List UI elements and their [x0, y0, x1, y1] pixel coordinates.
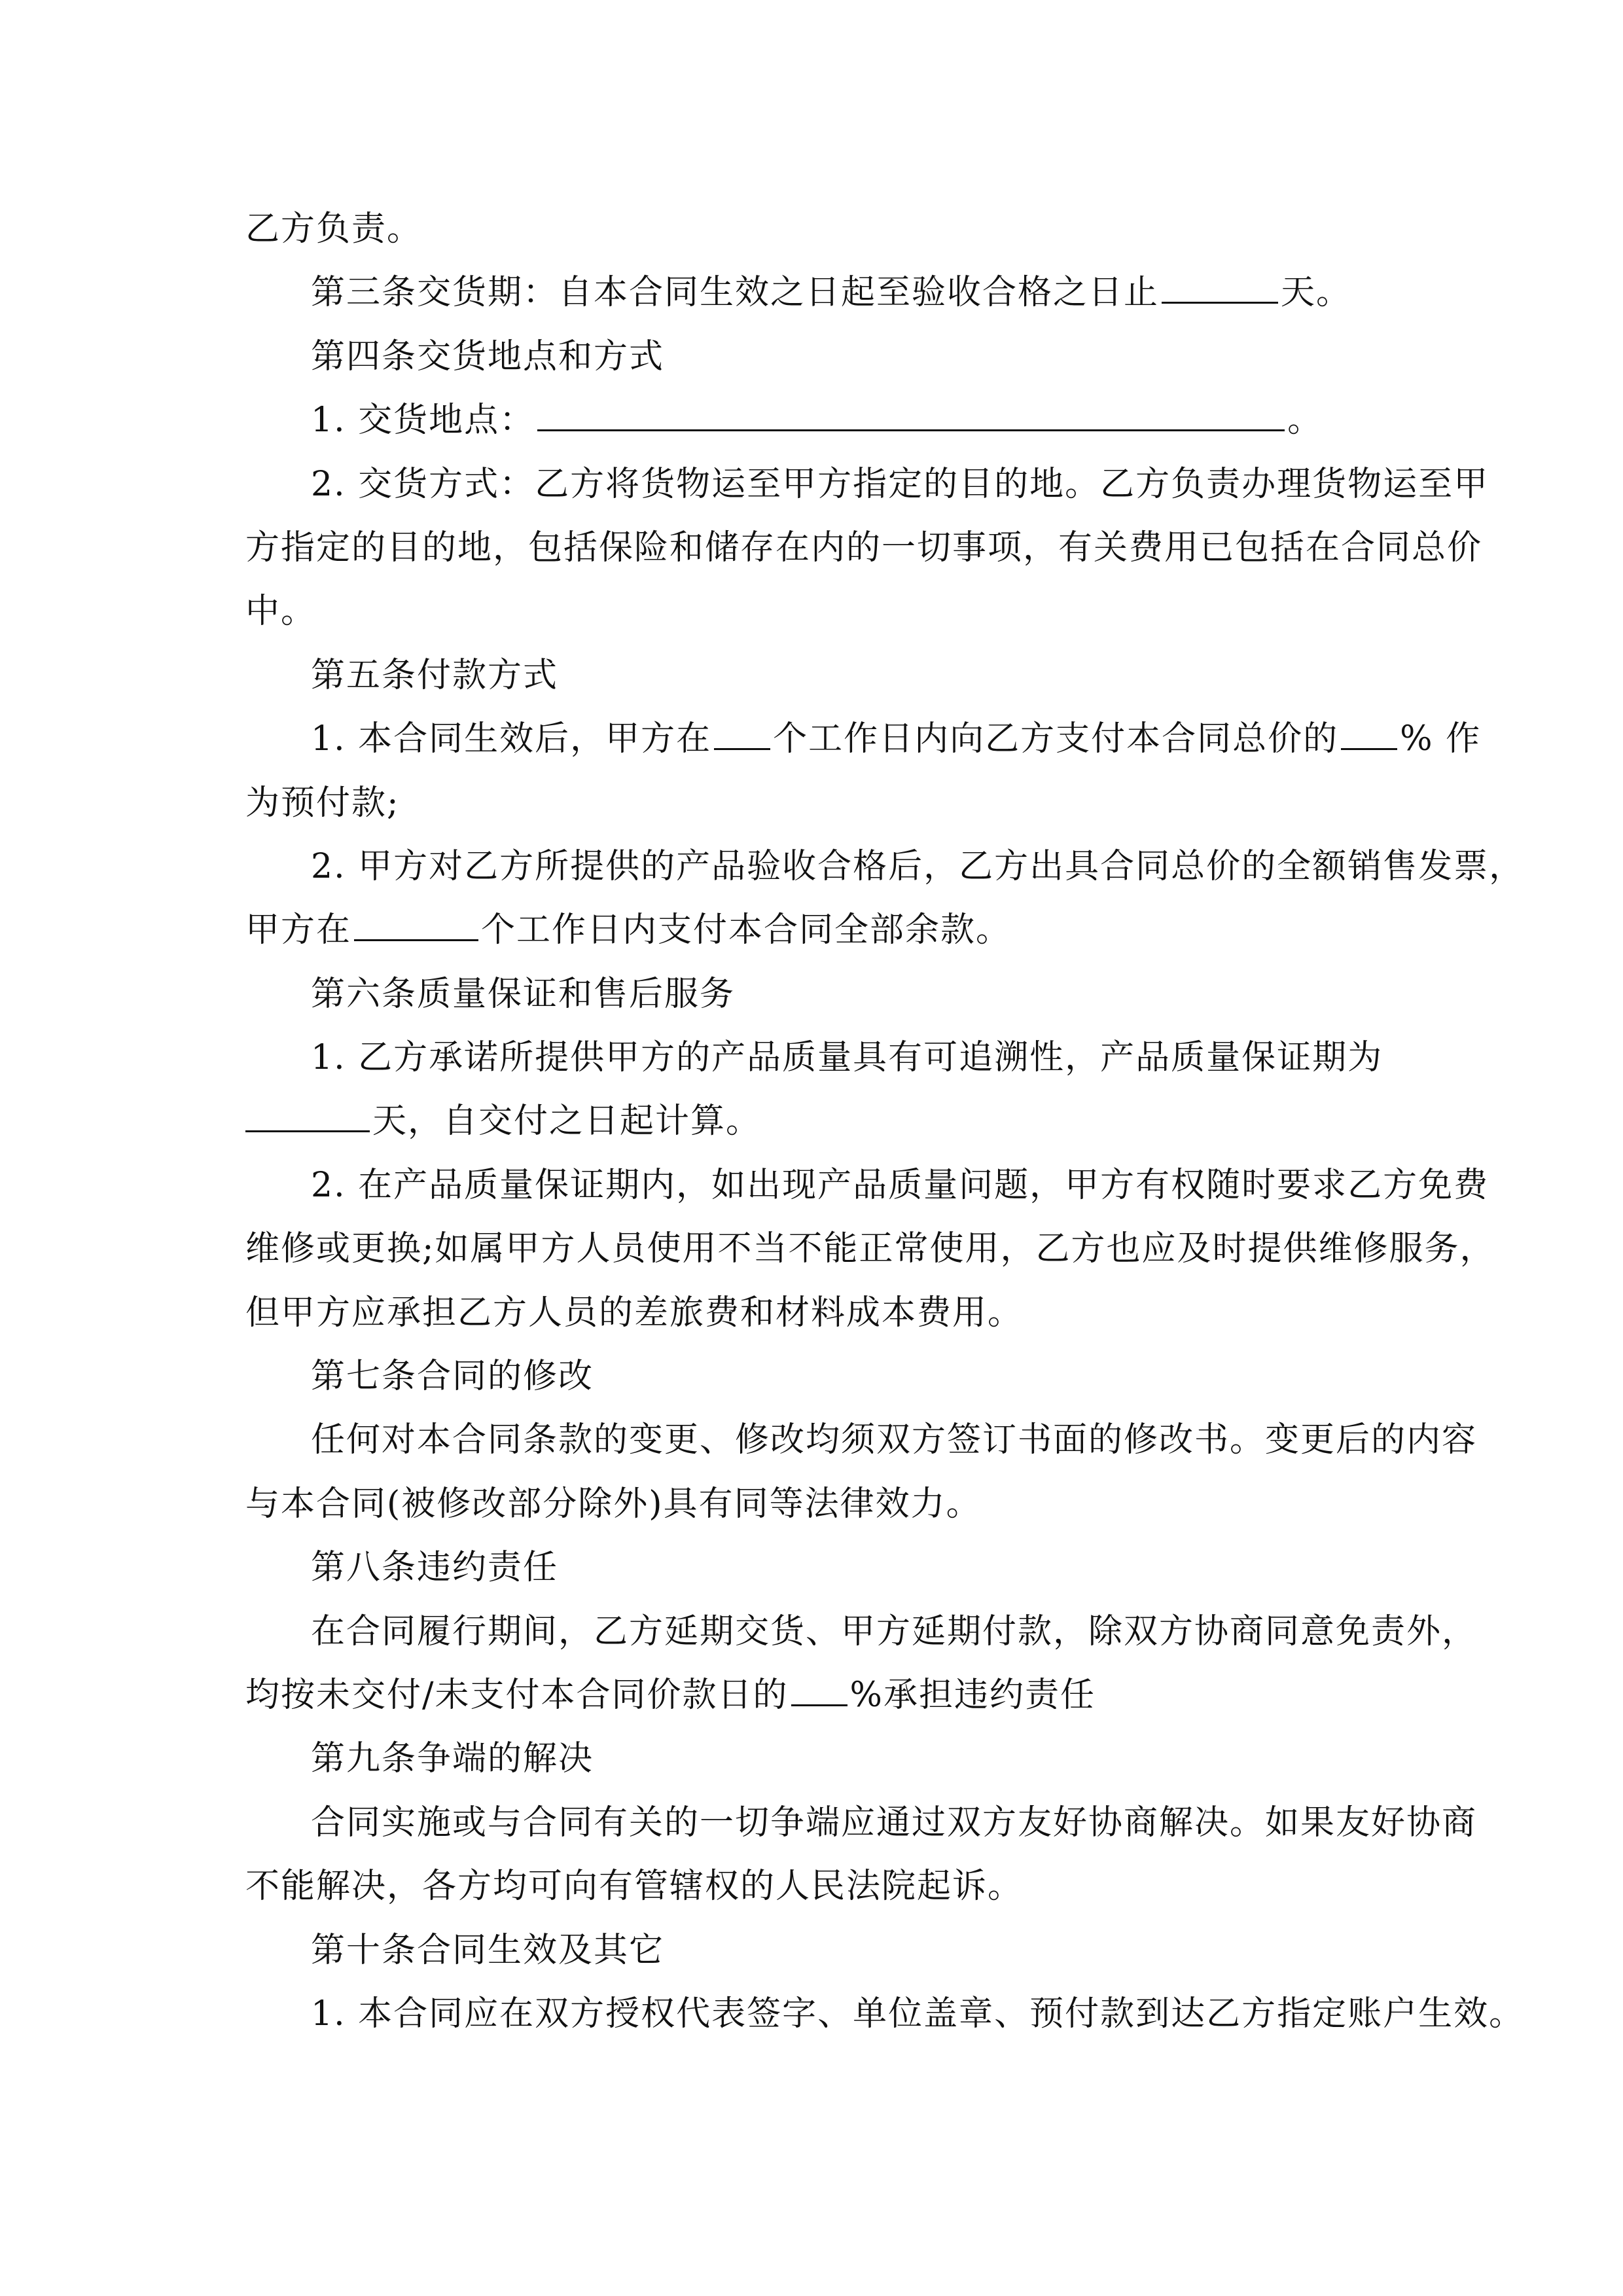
- fill-blank: [1341, 713, 1397, 750]
- article-6-heading: [0, 968, 1623, 1020]
- article-4-heading: [0, 331, 1623, 383]
- line-text: 1. 交货地点：: [311, 401, 535, 440]
- line-text: 第七条合同的修改: [311, 1357, 594, 1396]
- line-text: % 作: [1400, 719, 1482, 759]
- article-9-heading: [0, 1732, 1623, 1785]
- line-text: 第八条违约责任: [311, 1548, 559, 1587]
- line-text: %承担违约责任: [849, 1676, 1096, 1715]
- warranty-period-line: [0, 1095, 1623, 1147]
- line-text: 第十条合同生效及其它: [311, 1931, 665, 1970]
- text-line: [0, 1159, 1489, 1211]
- text-line: [0, 1605, 1478, 1658]
- article-7-heading: [0, 1350, 1623, 1403]
- text-line: [0, 1414, 1478, 1466]
- line-text: 个工作日内向乙方支付本合同总价的: [773, 719, 1339, 759]
- delivery-location-line: [0, 394, 1623, 446]
- line-text: 甲方在: [245, 910, 352, 950]
- text-line: [0, 840, 1525, 893]
- line-text: 乙方负责。: [245, 209, 423, 249]
- text-line: [0, 777, 1623, 829]
- text-line: [0, 522, 1483, 574]
- line-text: 1. 乙方承诺所提供甲方的产品质量具有可追溯性，产品质量保证期为: [311, 1038, 1383, 1077]
- line-text: 1. 本合同生效后，甲方在: [311, 719, 712, 759]
- fill-blank: [354, 904, 478, 941]
- line-text: 中。: [245, 592, 317, 631]
- line-text: 方指定的目的地，包括保险和储存在内的一切事项，有关费用已包括在合同总价: [245, 528, 1483, 567]
- text-line: [0, 1031, 1383, 1084]
- text-line: [0, 1478, 1623, 1530]
- line-text: 天。: [1281, 273, 1352, 312]
- text-line: [0, 203, 1623, 255]
- text-line: [0, 1988, 1525, 2040]
- line-text: 2. 在产品质量保证期内，如出现产品质量问题，甲方有权随时要求乙方免费: [311, 1166, 1489, 1205]
- fill-blank: [1162, 266, 1278, 304]
- line-text: 不能解决，各方均可向有管辖权的人民法院起诉。: [245, 1867, 1024, 1906]
- line-text: 1. 本合同应在双方授权代表签字、单位盖章、预付款到达乙方指定账户生效。: [311, 1994, 1525, 2034]
- line-text: 为预付款;: [245, 783, 400, 823]
- text-line: [0, 1860, 1623, 1912]
- line-text: 第三条交货期：自本合同生效之日起至验收合格之日止: [311, 273, 1160, 312]
- line-text: 在合同履行期间，乙方延期交货、甲方延期付款，除双方协商同意免责外，: [311, 1612, 1478, 1651]
- fill-blank: [791, 1669, 847, 1706]
- line-text: 维修或更换;如属甲方人员使用不当不能正常使用，乙方也应及时提供维修服务，: [245, 1229, 1495, 1268]
- prepayment-line: [0, 713, 1623, 765]
- line-text: 第五条付款方式: [311, 656, 559, 695]
- balance-payment-line: [0, 904, 1623, 956]
- article-5-heading: [0, 649, 1623, 702]
- line-text: 天，自交付之日起计算。: [372, 1102, 762, 1141]
- text-line: [0, 1287, 1623, 1339]
- article-10-heading: [0, 1924, 1623, 1977]
- line-text: 2. 交货方式：乙方将货物运至甲方指定的目的地。乙方负责办理货物运至甲: [311, 465, 1489, 504]
- line-text: 第四条交货地点和方式: [311, 337, 665, 376]
- text-line: [0, 1797, 1478, 1849]
- line-text: 2. 甲方对乙方所提供的产品验收合格后，乙方出具合同总价的全额销售发票，: [311, 847, 1525, 886]
- fill-blank: [714, 713, 770, 750]
- article-8-heading: [0, 1541, 1623, 1594]
- line-text: 均按未交付/未支付本合同价款日的: [245, 1676, 789, 1715]
- line-text: 合同实施或与合同有关的一切争端应通过双方友好协商解决。如果友好协商: [311, 1803, 1478, 1842]
- line-text: 。: [1287, 401, 1323, 440]
- text-line: [0, 458, 1489, 511]
- penalty-line: [0, 1669, 1623, 1721]
- line-text: 任何对本合同条款的变更、修改均须双方签订书面的修改书。变更后的内容: [311, 1420, 1478, 1460]
- line-text: 个工作日内支付本合同全部余款。: [481, 910, 1012, 950]
- line-text: 与本合同(被修改部分除外)具有同等法律效力。: [245, 1484, 982, 1524]
- article-3-delivery-period: [0, 266, 1623, 319]
- line-text: 第六条质量保证和售后服务: [311, 975, 736, 1014]
- fill-blank: [245, 1095, 370, 1132]
- line-text: 第九条争端的解决: [311, 1739, 594, 1778]
- text-line: [0, 585, 1623, 637]
- text-line: [0, 1223, 1495, 1275]
- line-text: 但甲方应承担乙方人员的差旅费和材料成本费用。: [245, 1293, 1024, 1333]
- fill-blank: [537, 394, 1285, 431]
